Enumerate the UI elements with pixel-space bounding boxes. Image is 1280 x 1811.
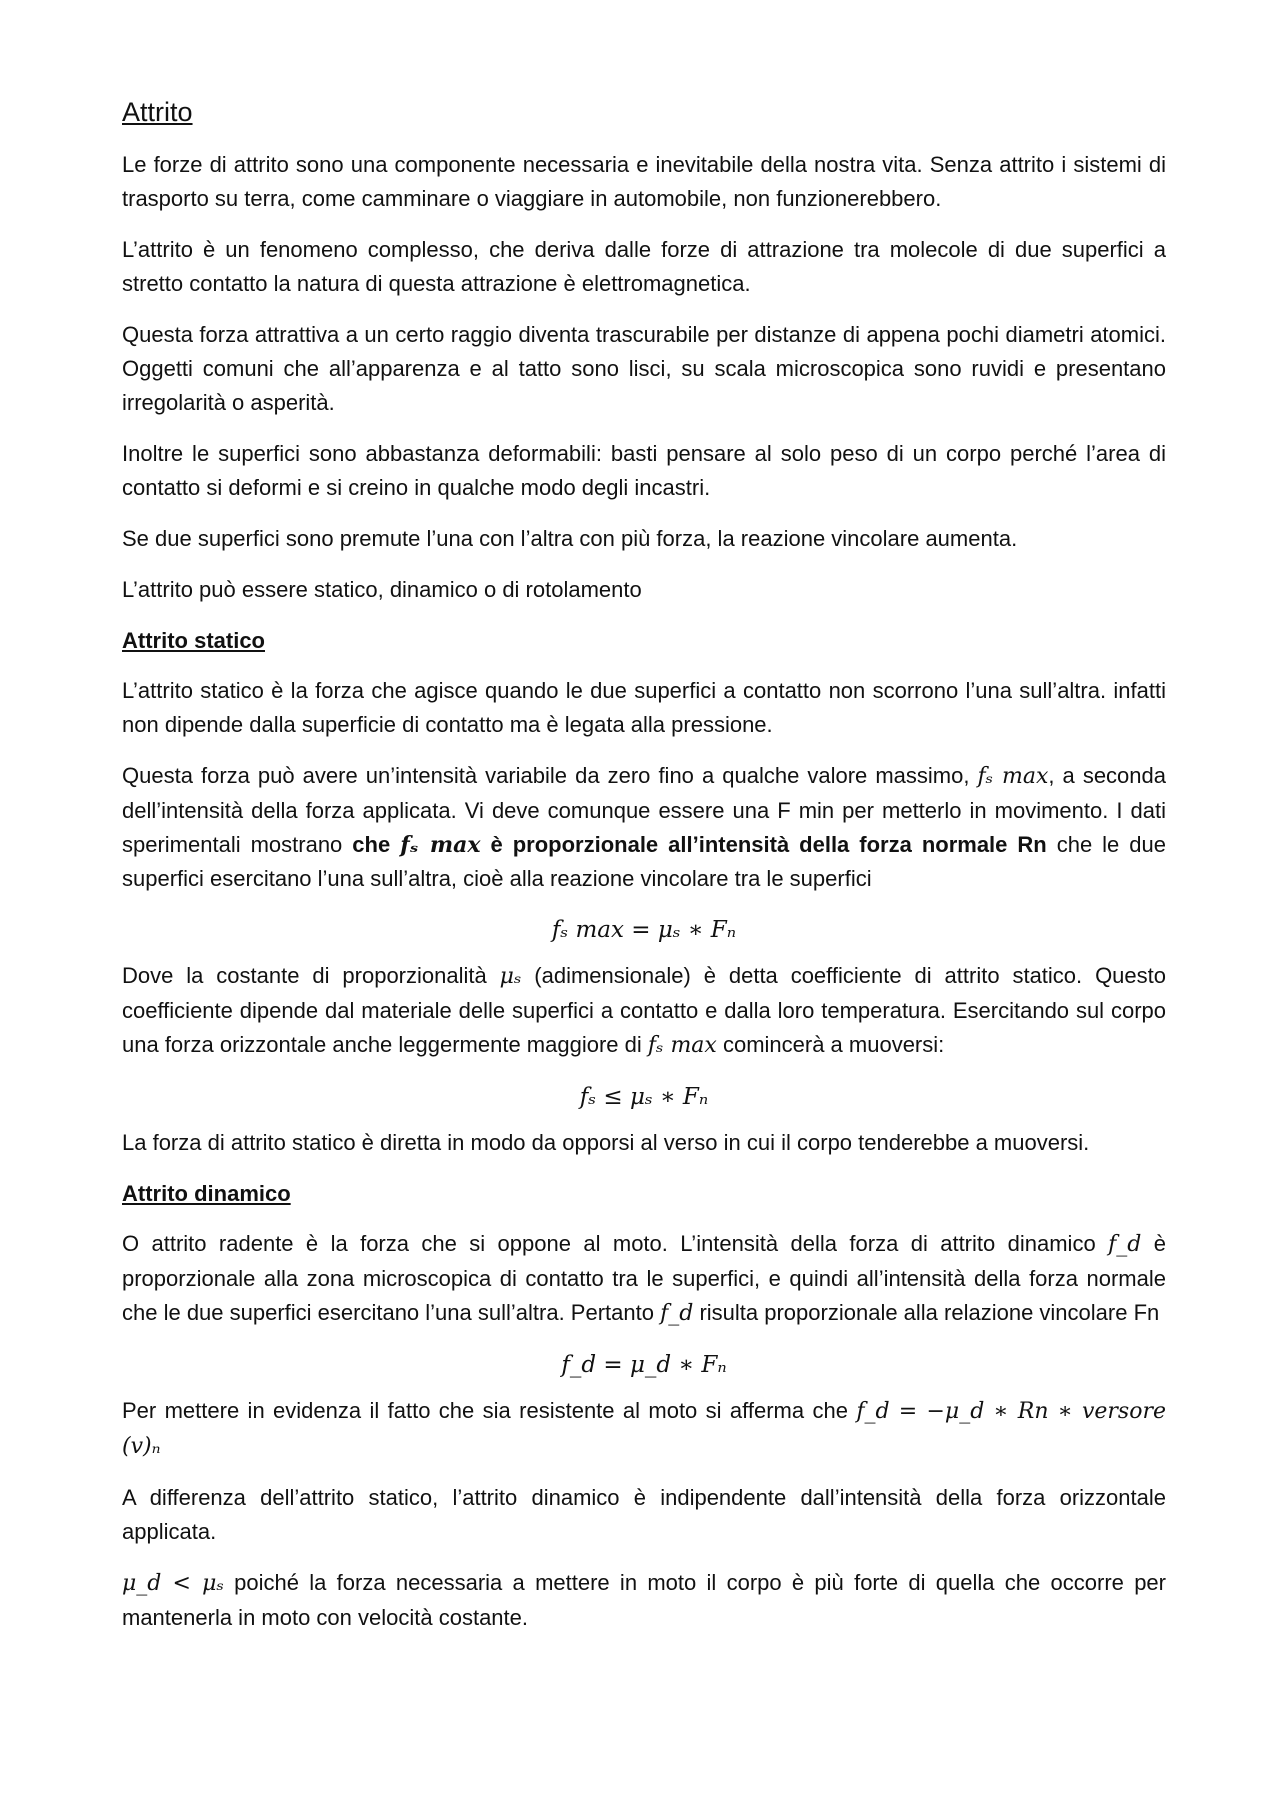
text-run: (adimensionale) è detta coefficiente di attrito statico. Questo coefficiente dipende dal materiale delle superfici a contatto e dalla loro temperatura. Esercitando sul corpo una forza orizzontale anche leggermente maggiore di <box>122 963 1166 1057</box>
paragraph <box>122 1227 1166 1331</box>
paragraph: La forza di attrito statico è diretta in modo da opporsi al verso in cui il corpo tenderebbe a muoversi. <box>122 1130 1090 1155</box>
text-run: , a seconda dell’intensità della forza applicata. Vi deve comunque essere una F min per metterlo in movimento. I dati sperimentali mostrano <box>122 763 1166 857</box>
math-inline: fₛ max <box>647 1033 717 1058</box>
equation: f_d = μ_d ∗ Fₙ <box>561 1352 727 1378</box>
section-heading-dynamic: Attrito dinamico <box>122 1181 291 1206</box>
math-inline-bold: fₛ max <box>400 832 481 858</box>
math-inline: fₛ max <box>977 764 1049 789</box>
equation: fₛ ≤ μₛ ∗ Fₙ <box>579 1084 709 1110</box>
math-inline: μₛ <box>499 964 522 989</box>
paragraph: L’attrito statico è la forza che agisce quando le due superfici a contatto non scorrono l’una sull’altra. infatti non dipende dalla superficie di contatto ma è legata alla pressione. <box>122 678 1166 737</box>
math-inline: f_d <box>1108 1232 1142 1257</box>
equation: fₛ max = μₛ ∗ Fₙ <box>551 917 737 943</box>
paragraph: Se due superfici sono premute l’una con l’altra con più forza, la reazione vincolare aumenta. <box>122 526 1018 551</box>
paragraph: Questa forza attrattiva a un certo raggio diventa trascurabile per distanze di appena pochi diametri atomici. Oggetti comuni che all’apparenza e al tatto sono lisci, su scala microscopica sono ruvidi e presentano irregolarità o asperità. <box>122 322 1166 415</box>
math-inline: f_d = −μ_d ∗ Rn ∗ versore (v)ₙ <box>122 1399 1166 1459</box>
text-run: Dove la costante di proporzionalità <box>122 963 487 988</box>
text-run: Questa forza può avere un’intensità variabile da zero fino a qualche valore massimo, <box>122 763 970 788</box>
text-run: poiché la forza necessaria a mettere in moto il corpo è più forte di quella che occorre per mantenerla in moto con velocità costante. <box>122 1570 1166 1630</box>
bold-run: che <box>352 832 391 857</box>
paragraph <box>122 959 1166 1063</box>
math-inline: μ_d < μₛ <box>122 1571 224 1596</box>
math-inline: f_d <box>660 1301 694 1326</box>
paragraph: Le forze di attrito sono una componente necessaria e inevitabile della nostra vita. Senza attrito i sistemi di trasporto su terra, come camminare o viaggiare in automobile, non funzionerebbero. <box>122 152 1166 211</box>
text-run: risulta proporzionale alla relazione vincolare Fn <box>699 1300 1160 1325</box>
page-title: Attrito <box>122 97 193 127</box>
paragraph <box>122 1566 1166 1635</box>
paragraph: L’attrito può essere statico, dinamico o di rotolamento <box>122 577 642 602</box>
paragraph: Inoltre le superfici sono abbastanza deformabili: basti pensare al solo peso di un corpo perché l’area di contatto si deformi e si creino in qualche modo degli incastri. <box>122 441 1166 500</box>
paragraph <box>122 759 1166 896</box>
paragraph: L’attrito è un fenomeno complesso, che deriva dalle forze di attrazione tra molecole di due superfici a stretto contatto la natura di questa attrazione è elettromagnetica. <box>122 237 1166 296</box>
text-run: comincerà a muoversi: <box>722 1032 945 1057</box>
text-run: Per mettere in evidenza il fatto che sia resistente al moto si afferma che <box>122 1398 848 1423</box>
text-run: è proporzionale alla zona microscopica di contatto tra le superfici, e quindi all’intensità della forza normale che le due superfici esercitano l’una sull’altra. Pertanto <box>122 1231 1166 1325</box>
text-run: O attrito radente è la forza che si oppone al moto. L’intensità della forza di attrito dinamico <box>122 1231 1096 1256</box>
paragraph: A differenza dell’attrito statico, l’attrito dinamico è indipendente dall’intensità della forza orizzontale applicata. <box>122 1485 1166 1544</box>
section-heading-static: Attrito statico <box>122 628 265 653</box>
paragraph <box>122 1394 1166 1464</box>
bold-run: è proporzionale all’intensità della forza normale Rn <box>490 832 1047 857</box>
text-run: che le due superfici esercitano l’una sull’altra, cioè alla reazione vincolare tra le superfici <box>122 832 1166 891</box>
